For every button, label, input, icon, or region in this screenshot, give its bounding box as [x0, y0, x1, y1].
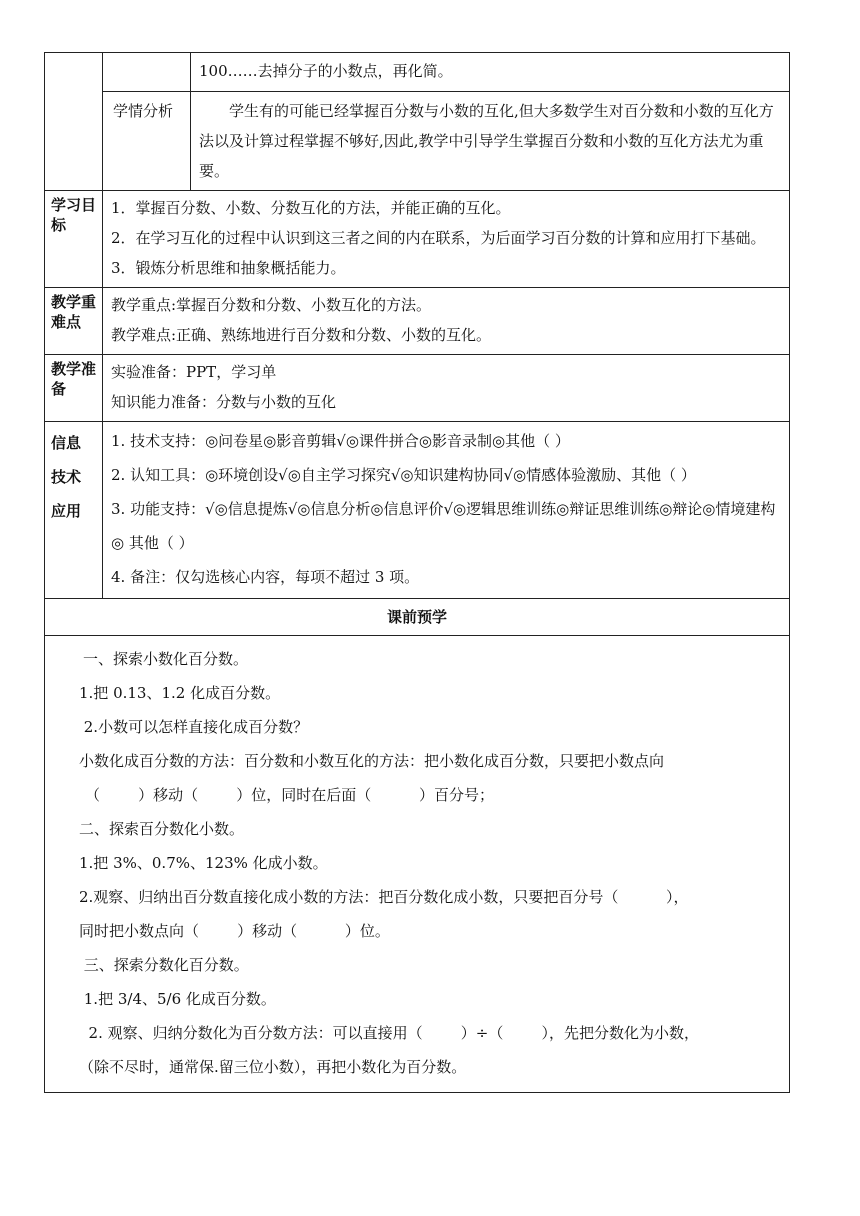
goals-content — [103, 191, 790, 288]
preview-line: 1.把 3%、0.7%、123% 化成小数。 — [79, 854, 328, 872]
tech-item: 2. 认知工具：◎环境创设√◎自主学习探究√◎知识建构协同√◎情感体验激励、其他（ ） — [111, 466, 696, 484]
tech-item: 1. 技术支持：◎问卷星◎影音剪辑√◎课件拼合◎影音录制◎其他（ ） — [111, 432, 570, 450]
tech-item: 4. 备注：仅勾选核心内容，每项不超过 3 项。 — [111, 568, 420, 586]
keypoints-row — [45, 288, 790, 355]
preview-line: 小数化成百分数的方法：百分数和小数互化的方法：把小数化成百分数，只要把小数点向 — [79, 752, 665, 770]
tech-row — [45, 422, 790, 599]
preview-line: 1.把 0.13、1.2 化成百分数。 — [79, 684, 281, 702]
student-analysis-text: 学生有的可能已经掌握百分数与小数的互化,但大多数学生对百分数和小数的互化方法以及计算过程掌握不够好,因此,教学中引导学生掌握百分数和小数的互化方法尤为重要。 — [191, 92, 790, 191]
tech-label-line: 应用 — [51, 502, 82, 520]
keypoints-content — [103, 288, 790, 355]
preview-line: 2. 观察、归纳分数化为百分数方法：可以直接用（ ）÷（ ），先把分数化为小数， — [79, 1024, 699, 1042]
keypoints-label — [45, 288, 103, 355]
keypoint-item: 教学重点:掌握百分数和分数、小数互化的方法。 — [111, 296, 432, 314]
prep-label — [45, 355, 103, 422]
keypoints-label-text: 教学重难点 — [51, 293, 97, 331]
preview-line: 三、探索分数化百分数。 — [79, 956, 249, 974]
tech-item: 3. 功能支持：√◎信息提炼√◎信息分析◎信息评价√◎逻辑思维训练◎辩证思维训练◎辩论◎情境建构 ◎ 其他（ ） — [111, 500, 776, 552]
preview-line: 同时把小数点向（ ）移动（ ）位。 — [79, 922, 390, 940]
goal-item: 1．掌握百分数、小数、分数互化的方法，并能正确的互化。 — [111, 199, 511, 217]
preview-line: （ ）移动（ ）位，同时在后面（ ）百分号； — [85, 786, 494, 804]
preview-title: 课前预学 — [45, 599, 790, 636]
lesson-plan-page — [44, 52, 790, 1093]
prep-row — [45, 355, 790, 422]
preview-title-row — [45, 599, 790, 636]
empty-cell — [103, 53, 191, 92]
goal-item: 2．在学习互化的过程中认识到这三者之间的内在联系，为后面学习百分数的计算和应用打下基础。 — [111, 229, 766, 247]
goals-label-text: 学习目标 — [51, 196, 97, 234]
preview-line: 一、探索小数化百分数。 — [83, 650, 249, 668]
student-analysis-row — [45, 92, 790, 191]
prep-item: 知识能力准备：分数与小数的互化 — [111, 393, 337, 411]
lesson-plan-table — [44, 52, 790, 1093]
continuation-row — [45, 53, 790, 92]
preview-line: 2.观察、归纳出百分数直接化成小数的方法：把百分数化成小数，只要把百分号（ ）， — [79, 888, 689, 906]
tech-label — [45, 422, 103, 599]
empty-cell — [45, 53, 103, 191]
goal-item: 3．锻炼分析思维和抽象概括能力。 — [111, 259, 346, 277]
preview-line: 2.小数可以怎样直接化成百分数？ — [79, 718, 309, 736]
continuation-text: 100……去掉分子的小数点，再化简。 — [191, 53, 790, 92]
tech-label-line: 技术 — [51, 468, 82, 486]
tech-label-line: 信息 — [51, 434, 82, 452]
goals-label — [45, 191, 103, 288]
student-analysis-label: 学情分析 — [103, 92, 191, 191]
preview-content-row — [45, 636, 790, 1093]
tech-content — [103, 422, 790, 599]
preview-line: 1.把 3/4、5/6 化成百分数。 — [79, 990, 276, 1008]
preview-line: （除不尽时，通常保.留三位小数），再把小数化为百分数。 — [79, 1058, 467, 1076]
goals-row — [45, 191, 790, 288]
prep-item: 实验准备：PPT，学习单 — [111, 363, 277, 381]
keypoint-item: 教学难点:正确、熟练地进行百分数和分数、小数的互化。 — [111, 326, 492, 344]
prep-label-text: 教学准备 — [51, 360, 97, 398]
prep-content — [103, 355, 790, 422]
preview-line: 二、探索百分数化小数。 — [79, 820, 245, 838]
preview-content — [45, 636, 790, 1093]
